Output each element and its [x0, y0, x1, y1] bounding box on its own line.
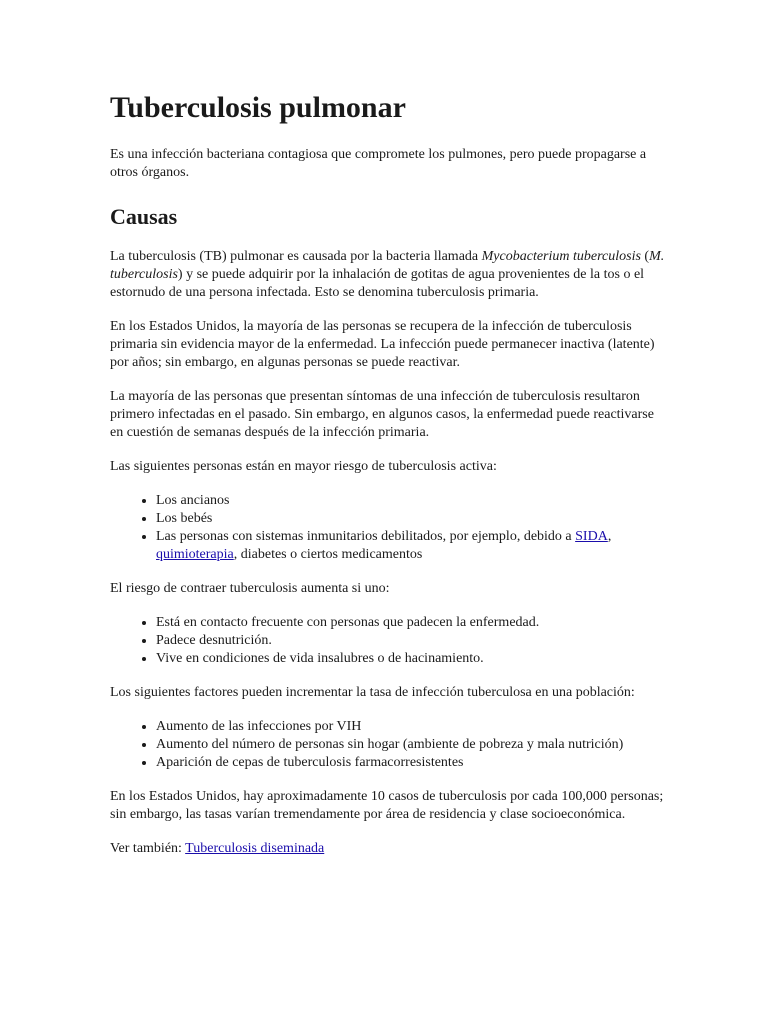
list-item: • Aparición de cepas de tuberculosis farmacorresistentes: [156, 754, 668, 772]
section-heading-causas: Causas: [110, 204, 178, 229]
risk-factors-list: [110, 614, 668, 668]
causas-p1-before: La tuberculosis (TB) pulmonar es causada por la bacteria llamada: [110, 249, 482, 265]
causas-paragraph-4: Las siguientes personas están en mayor riesgo de tuberculosis activa:: [110, 459, 497, 475]
list-item: • Los bebés: [156, 510, 668, 528]
causas-paragraph-1: [110, 248, 668, 302]
list-item: [156, 528, 668, 564]
quimioterapia-link[interactable]: quimioterapia: [156, 547, 234, 563]
page-title: Tuberculosis pulmonar: [110, 91, 406, 124]
causas-paragraph-7: En los Estados Unidos, hay aproximadamente 10 casos de tuberculosis por cada 100,000 personas; sin embargo, las tasas varían tremendamente por área de residencia y clase socioeconómica.: [110, 789, 664, 823]
species-abbrev: M. tuberculosis: [110, 249, 665, 283]
population-factors-list: [110, 718, 668, 772]
causas-paragraph-2: En los Estados Unidos, la mayoría de las personas se recupera de la infección de tuberculosis primaria sin evidencia mayor de la enfermedad. La infección puede permanecer inactiva (latente) por años; sin embargo, en algunas personas se puede reactivar.: [110, 319, 655, 371]
causas-paragraph-5: El riesgo de contraer tuberculosis aumenta si uno:: [110, 581, 390, 597]
list-item-text: Las personas con sistemas inmunitarios debilitados, por ejemplo, debido a: [156, 529, 576, 545]
list-item: • Los ancianos: [156, 492, 668, 510]
list-item: • Padece desnutrición.: [156, 632, 668, 650]
see-also: [110, 840, 668, 858]
list-item-tail: , diabetes o ciertos medicamentos: [233, 547, 423, 563]
list-item: • Está en contacto frecuente con personas que padecen la enfermedad.: [156, 614, 668, 632]
list-item-separator: ,: [607, 529, 612, 545]
list-item: • Aumento del número de personas sin hogar (ambiente de pobreza y mala nutrición): [156, 736, 668, 754]
risk-groups-list: [110, 492, 668, 564]
causas-p1-paren: (: [640, 249, 650, 265]
see-also-label: Ver también:: [110, 841, 186, 857]
intro-paragraph: Es una infección bacteriana contagiosa que compromete los pulmones, pero puede propagarse a otros órganos.: [110, 147, 647, 180]
species-name: Mycobacterium tuberculosis: [481, 249, 641, 265]
list-item: • Vive en condiciones de vida insalubres o de hacinamiento.: [156, 650, 668, 668]
tuberculosis-diseminada-link[interactable]: Tuberculosis diseminada: [185, 841, 325, 857]
causas-paragraph-6: Los siguientes factores pueden incrementar la tasa de infección tuberculosa en una población:: [110, 685, 635, 701]
list-item: • Aumento de las infecciones por VIH: [156, 718, 668, 736]
causas-p1-after: ) y se puede adquirir por la inhalación de gotitas de agua provenientes de la tos o el estornudo de una persona infectada. Esto se denomina tuberculosis primaria.: [110, 267, 645, 301]
sida-link[interactable]: SIDA: [575, 529, 608, 545]
causas-paragraph-3: La mayoría de las personas que presentan síntomas de una infección de tuberculosis resultaron primero infectadas en el pasado. Sin embargo, en algunos casos, la enfermedad puede reactivarse en cuestión de semanas después de la infección primaria.: [110, 389, 654, 441]
